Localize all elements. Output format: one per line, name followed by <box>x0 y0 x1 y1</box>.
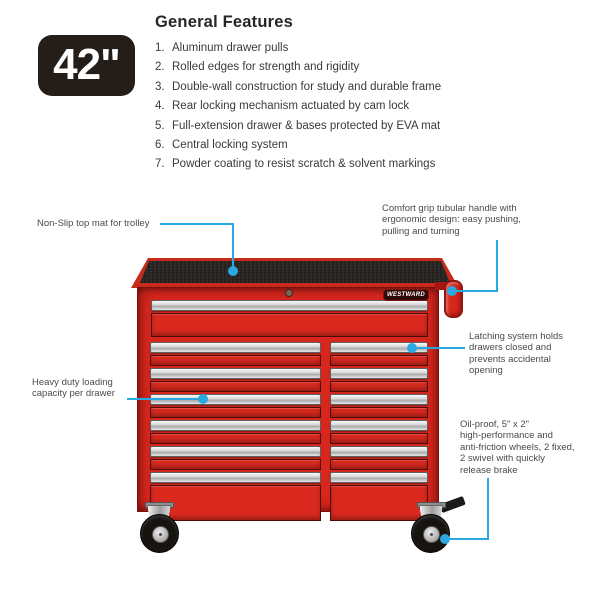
drawer-face <box>330 355 428 366</box>
callout-text: Heavy duty loading <box>32 377 113 388</box>
drawer-pull <box>330 472 428 483</box>
leader-line <box>455 290 498 292</box>
drawer <box>150 342 321 366</box>
feature-item <box>155 136 485 155</box>
drawer-pull <box>330 420 428 431</box>
drawer <box>330 420 428 444</box>
feature-text: Central locking system <box>172 139 288 152</box>
feature-number: 5. <box>155 119 165 132</box>
feature-text: Powder coating to resist scratch & solvent markings <box>172 158 436 171</box>
callout-text: anti-friction wheels, 2 fixed, <box>460 441 575 453</box>
callout-text: 2 swivel with quickly <box>460 453 545 465</box>
drawer-face <box>150 433 321 444</box>
feature-text: Aluminum drawer pulls <box>172 42 289 54</box>
callout-wheels <box>460 419 575 476</box>
features-title: General Features <box>155 13 294 31</box>
wheel-axle <box>430 533 433 536</box>
callout-text: release brake <box>460 464 518 476</box>
drawer-pull <box>330 394 428 405</box>
callout-dot <box>407 343 417 353</box>
drawer-face <box>151 313 428 337</box>
feature-text: Rolled edges for strength and rigidity <box>172 61 360 74</box>
feature-item <box>155 155 485 174</box>
features-list <box>155 39 485 175</box>
callout-text: Latching system holds <box>469 331 563 342</box>
drawer-face <box>150 485 321 521</box>
drawer-face <box>150 381 321 392</box>
callout-dot <box>447 286 457 296</box>
feature-number: 3. <box>155 80 165 93</box>
callout-text: capacity per drawer <box>32 388 115 400</box>
feature-item <box>155 58 485 77</box>
size-badge: 42" <box>38 35 135 96</box>
drawer-face <box>330 407 428 418</box>
lock-icon <box>285 289 293 297</box>
leader-line <box>127 398 202 400</box>
callout-top-mat <box>37 218 149 229</box>
callout-dot <box>198 394 208 404</box>
wheel-hub <box>152 526 169 543</box>
drawer <box>330 446 428 470</box>
feature-text: Double-wall construction for study and durable frame <box>172 80 442 93</box>
drawer-pull <box>150 420 321 431</box>
feature-number: 7. <box>155 158 165 171</box>
callout-text: drawers closed and <box>469 342 552 354</box>
callout-latching <box>469 331 563 377</box>
drawer-pull <box>150 368 321 379</box>
non-slip-top-mat <box>137 261 453 283</box>
drawer-pull <box>150 446 321 457</box>
drawer <box>150 446 321 470</box>
drawer-face <box>330 433 428 444</box>
drawer-face <box>150 355 321 366</box>
drawer-column-right <box>330 342 428 497</box>
feature-number: 6. <box>155 139 165 152</box>
callout-text: Non-Slip top mat for trolley <box>37 218 150 229</box>
leader-line <box>415 347 465 349</box>
drawer <box>330 472 428 521</box>
callout-text: prevents accidental <box>469 353 551 365</box>
feature-number: 2. <box>155 61 165 74</box>
feature-number: 4. <box>155 100 165 113</box>
drawer-column-left <box>150 342 321 497</box>
leader-line <box>447 538 489 540</box>
feature-item <box>155 39 485 58</box>
general-features <box>155 13 485 175</box>
wheel-hub <box>423 526 440 543</box>
leader-line <box>496 240 498 292</box>
drawer <box>330 394 428 418</box>
drawer-pull <box>330 446 428 457</box>
feature-number: 1. <box>155 42 165 54</box>
drawer-face <box>150 459 321 470</box>
drawer <box>330 368 428 392</box>
callout-loading <box>32 377 115 400</box>
callout-text: pulling and turning <box>382 225 460 237</box>
drawer-pull <box>150 472 321 483</box>
drawer <box>150 420 321 444</box>
drawer-pull <box>330 368 428 379</box>
drawer-pull <box>150 342 321 353</box>
drawer-pull <box>151 300 428 311</box>
callout-handle <box>382 203 521 237</box>
leader-line <box>487 478 489 540</box>
drawer-face <box>330 381 428 392</box>
feature-text: Full-extension drawer & bases protected by EVA mat <box>172 119 441 132</box>
leader-line <box>160 223 233 225</box>
callout-text: opening <box>469 365 503 377</box>
callout-text: Oil-proof, 5" x 2" <box>460 419 530 430</box>
feature-item <box>155 117 485 136</box>
brand-logo: WESTWARD <box>383 289 429 301</box>
drawer <box>150 368 321 392</box>
drawer-face <box>330 485 428 521</box>
top-full-width-drawer <box>151 300 428 337</box>
feature-item <box>155 78 485 97</box>
leader-line <box>232 223 234 268</box>
callout-text: ergonomic design: easy pushing, <box>382 214 521 226</box>
callout-dot <box>440 534 450 544</box>
callout-text: Comfort grip tubular handle with <box>382 203 517 214</box>
drawer <box>150 472 321 521</box>
feature-item <box>155 97 485 116</box>
wheel-axle <box>159 533 162 536</box>
feature-text: Rear locking mechanism actuated by cam lock <box>172 100 410 113</box>
wheel <box>140 514 179 553</box>
callout-text: high-performance and <box>460 430 553 442</box>
callout-dot <box>228 266 238 276</box>
drawer-face <box>150 407 321 418</box>
drawer-face <box>330 459 428 470</box>
